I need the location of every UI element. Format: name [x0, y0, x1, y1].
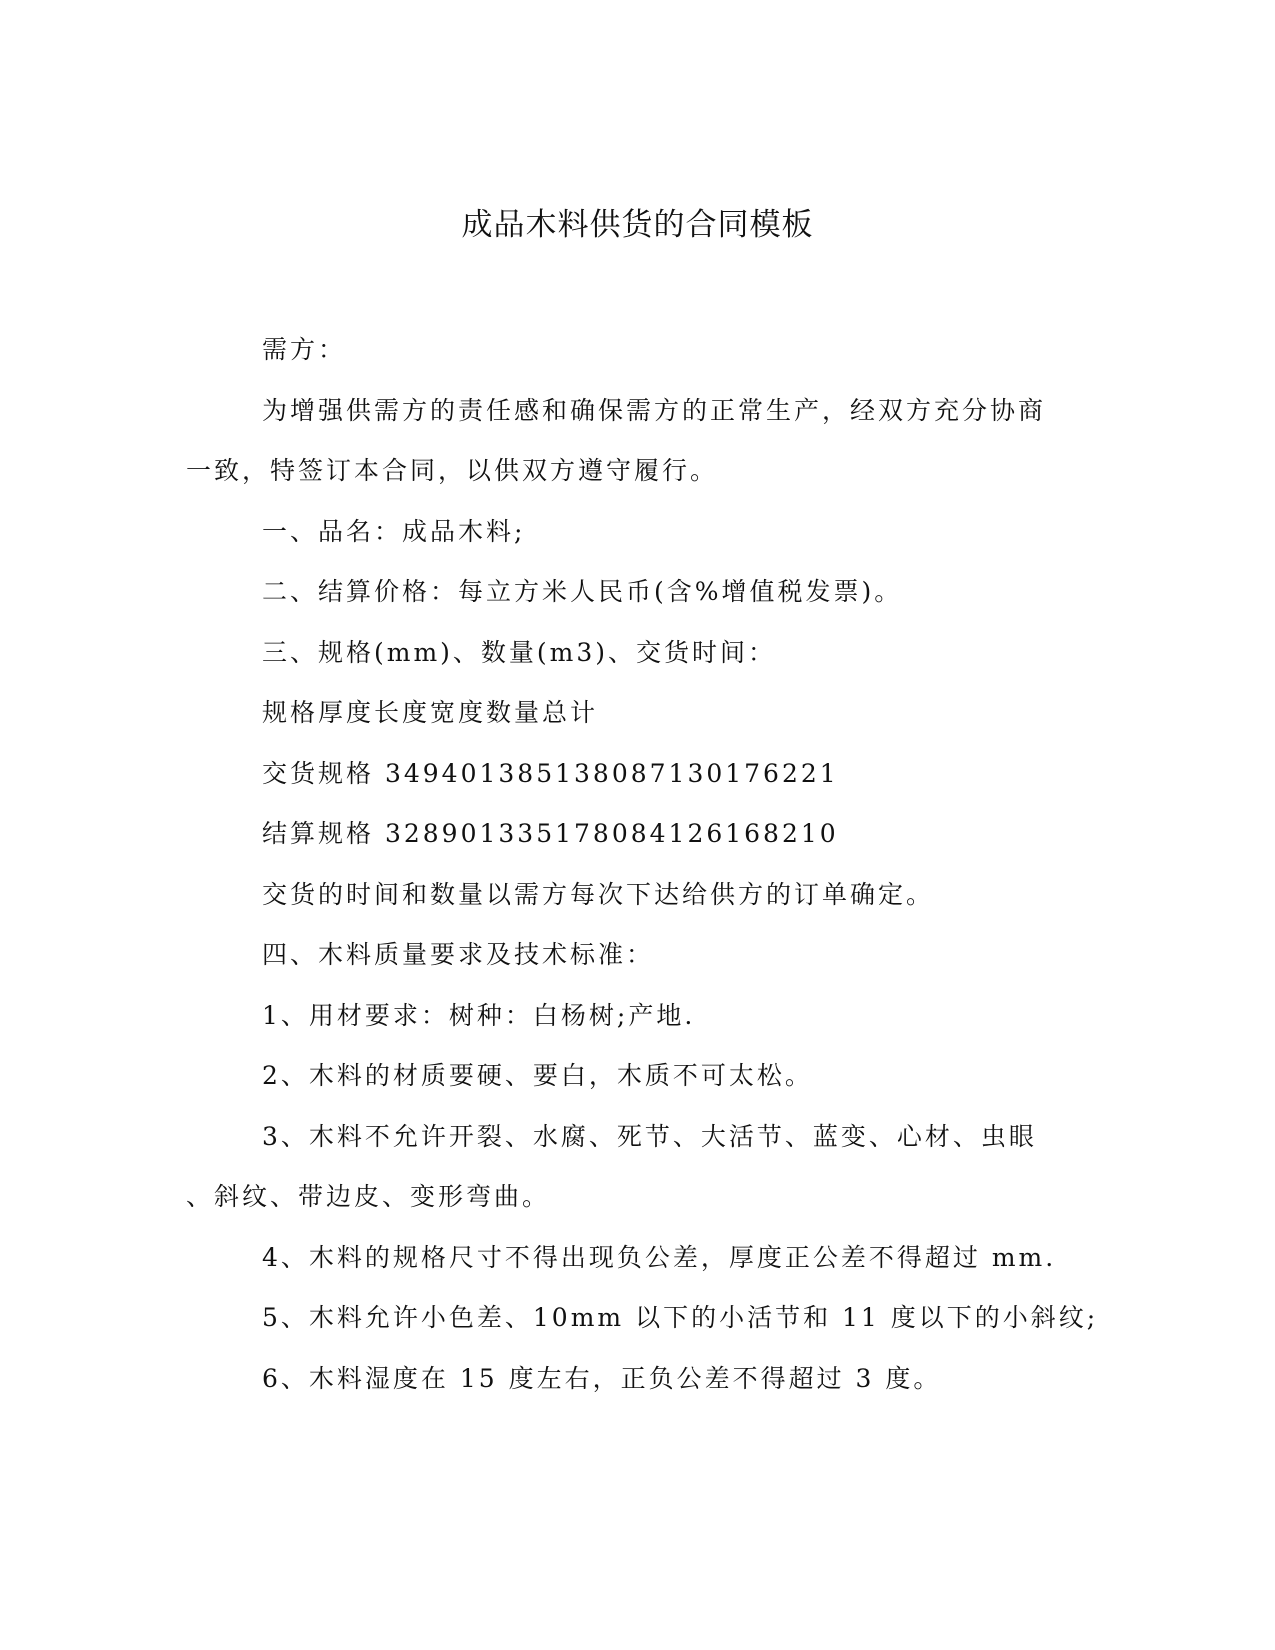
- paragraph-intro-line-2: 一致，特签订本合同，以供双方遵守履行。: [186, 456, 719, 485]
- quality-item-5: 5、木料允许小色差、10mm 以下的小活节和 11 度以下的小斜纹;: [262, 1303, 1099, 1332]
- document-body: [186, 320, 1099, 1409]
- spec-settlement-row: 结算规格 328901335178084126168210: [262, 819, 839, 848]
- clause-settlement-price: 二、结算价格：每立方米人民币(含%增值税发票)。: [262, 577, 903, 606]
- quality-item-3-line-1: 3、木料不允许开裂、水腐、死节、大活节、蓝变、心材、虫眼: [262, 1121, 1037, 1151]
- quality-item-1: 1、用材要求：树种：白杨树;产地.: [262, 1000, 696, 1030]
- paragraph-demander: 需方：: [262, 335, 347, 364]
- quality-item-6: 6、木料湿度在 15 度左右，正负公差不得超过 3 度。: [262, 1363, 942, 1393]
- spec-table-header: 规格厚度长度宽度数量总计: [262, 698, 599, 727]
- quality-item-4: 4、木料的规格尺寸不得出现负公差，厚度正公差不得超过 mm.: [262, 1242, 1057, 1272]
- spec-delivery-row: 交货规格 349401385138087130176221: [262, 758, 839, 788]
- document-title: 成品木料供货的合同模板: [461, 207, 814, 243]
- paragraph-intro-line-1: 为增强供需方的责任感和确保需方的正常生产，经双方充分协商: [262, 395, 1047, 425]
- clause-product-name: 一、品名：成品木料;: [262, 516, 526, 546]
- quality-item-3-line-2: 、斜纹、带边皮、变形弯曲。: [186, 1182, 551, 1211]
- clause-quality-standards: 四、木料质量要求及技术标准：: [262, 940, 655, 969]
- clause-spec-quantity-time: 三、规格(mm)、数量(m3)、交货时间：: [262, 637, 777, 667]
- quality-item-2: 2、木料的材质要硬、要白，木质不可太松。: [262, 1061, 813, 1090]
- delivery-note: 交货的时间和数量以需方每次下达给供方的订单确定。: [262, 879, 935, 909]
